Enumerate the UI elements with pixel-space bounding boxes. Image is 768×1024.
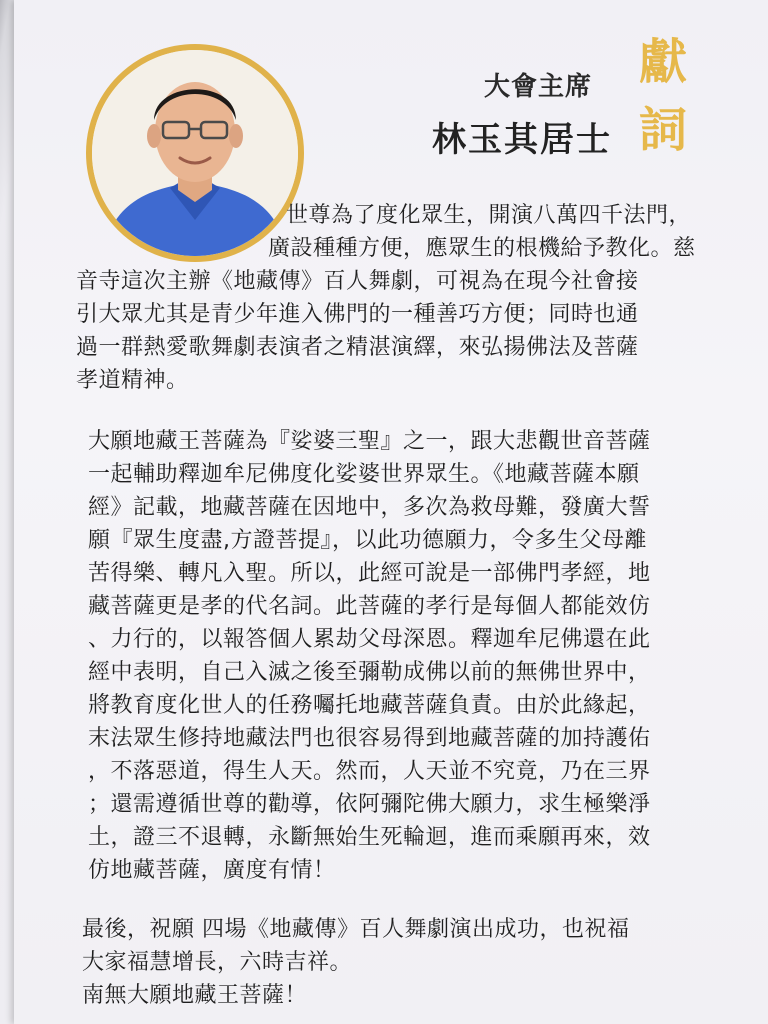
chairman-portrait: [86, 44, 304, 262]
heading-char-2: 詞: [639, 102, 688, 158]
paragraph-line: 苦得樂、轉凡入聖。所以，此經可說是一部佛門孝經，地: [88, 561, 651, 586]
paragraph-line: 末法眾生修持地藏法門也很容易得到地藏菩薩的加持護佑: [88, 726, 651, 751]
paragraph-line: 南無大願地藏王菩薩！: [82, 983, 308, 1008]
paragraph-line: ，不落惡道，得生人天。然而，人天並不究竟，乃在三界: [88, 759, 651, 784]
paragraph-line: 孝道精神。: [76, 368, 189, 393]
paragraph-line: 最後，祝願 四場《地藏傳》百人舞劇演出成功，也祝福: [82, 917, 630, 942]
paragraph-line: 一起輔助釋迦牟尼佛度化娑婆世界眾生。《地藏菩薩本願: [88, 462, 640, 487]
paragraph-line: 世尊為了度化眾生，開演八萬四千法門，: [286, 203, 692, 228]
paragraph-line: 過一群熱愛歌舞劇表演者之精湛演繹，來弘揚佛法及菩薩: [76, 335, 639, 360]
paragraph-line: 大家福慧增長，六時吉祥。: [82, 950, 353, 975]
paragraph-line: 將教育度化世人的任務囑托地藏菩薩負責。由於此緣起，: [88, 693, 651, 718]
paragraph-line: 經》記載，地藏菩薩在因地中，多次為救母難，發廣大誓: [88, 495, 651, 520]
paragraph-line: 仿地藏菩薩，廣度有情！: [88, 858, 336, 883]
paragraph-line: 大願地藏王菩薩為『娑婆三聖』之一，跟大悲觀世音菩薩: [88, 429, 651, 454]
dedication-sheet: [14, 0, 768, 1024]
chairman-name: 林玉其居士: [432, 120, 612, 160]
paragraph-line: ；還需遵循世尊的勸導，依阿彌陀佛大願力，求生極樂淨: [88, 792, 651, 817]
paragraph-line: 引大眾尤其是青少年進入佛門的一種善巧方便；同時也通: [76, 302, 639, 327]
paragraph-line: 土，證三不退轉，永斷無始生死輪迴，進而乘願再來，效: [88, 825, 651, 850]
paragraph-line: 音寺這次主辦《地藏傳》百人舞劇，可視為在現今社會接: [76, 269, 639, 294]
paragraph-line: 願『眾生度盡,方證菩提』，以此功德願力，令多生父母離: [88, 528, 647, 553]
paragraph-line: 藏菩薩更是孝的代名詞。此菩薩的孝行是每個人都能效仿: [88, 594, 651, 619]
paragraph-line: 廣設種種方便，應眾生的根機給予教化。慈: [268, 236, 696, 261]
paragraph-line: 、力行的，以報答個人累劫父母深恩。釋迦牟尼佛還在此: [88, 627, 651, 652]
chairman-role: 大會主席: [484, 72, 593, 102]
portrait-photo: [92, 50, 298, 256]
heading-char-1: 獻: [639, 34, 688, 90]
paragraph-line: 經中表明，自己入滅之後至彌勒成佛以前的無佛世界中，: [88, 660, 651, 685]
